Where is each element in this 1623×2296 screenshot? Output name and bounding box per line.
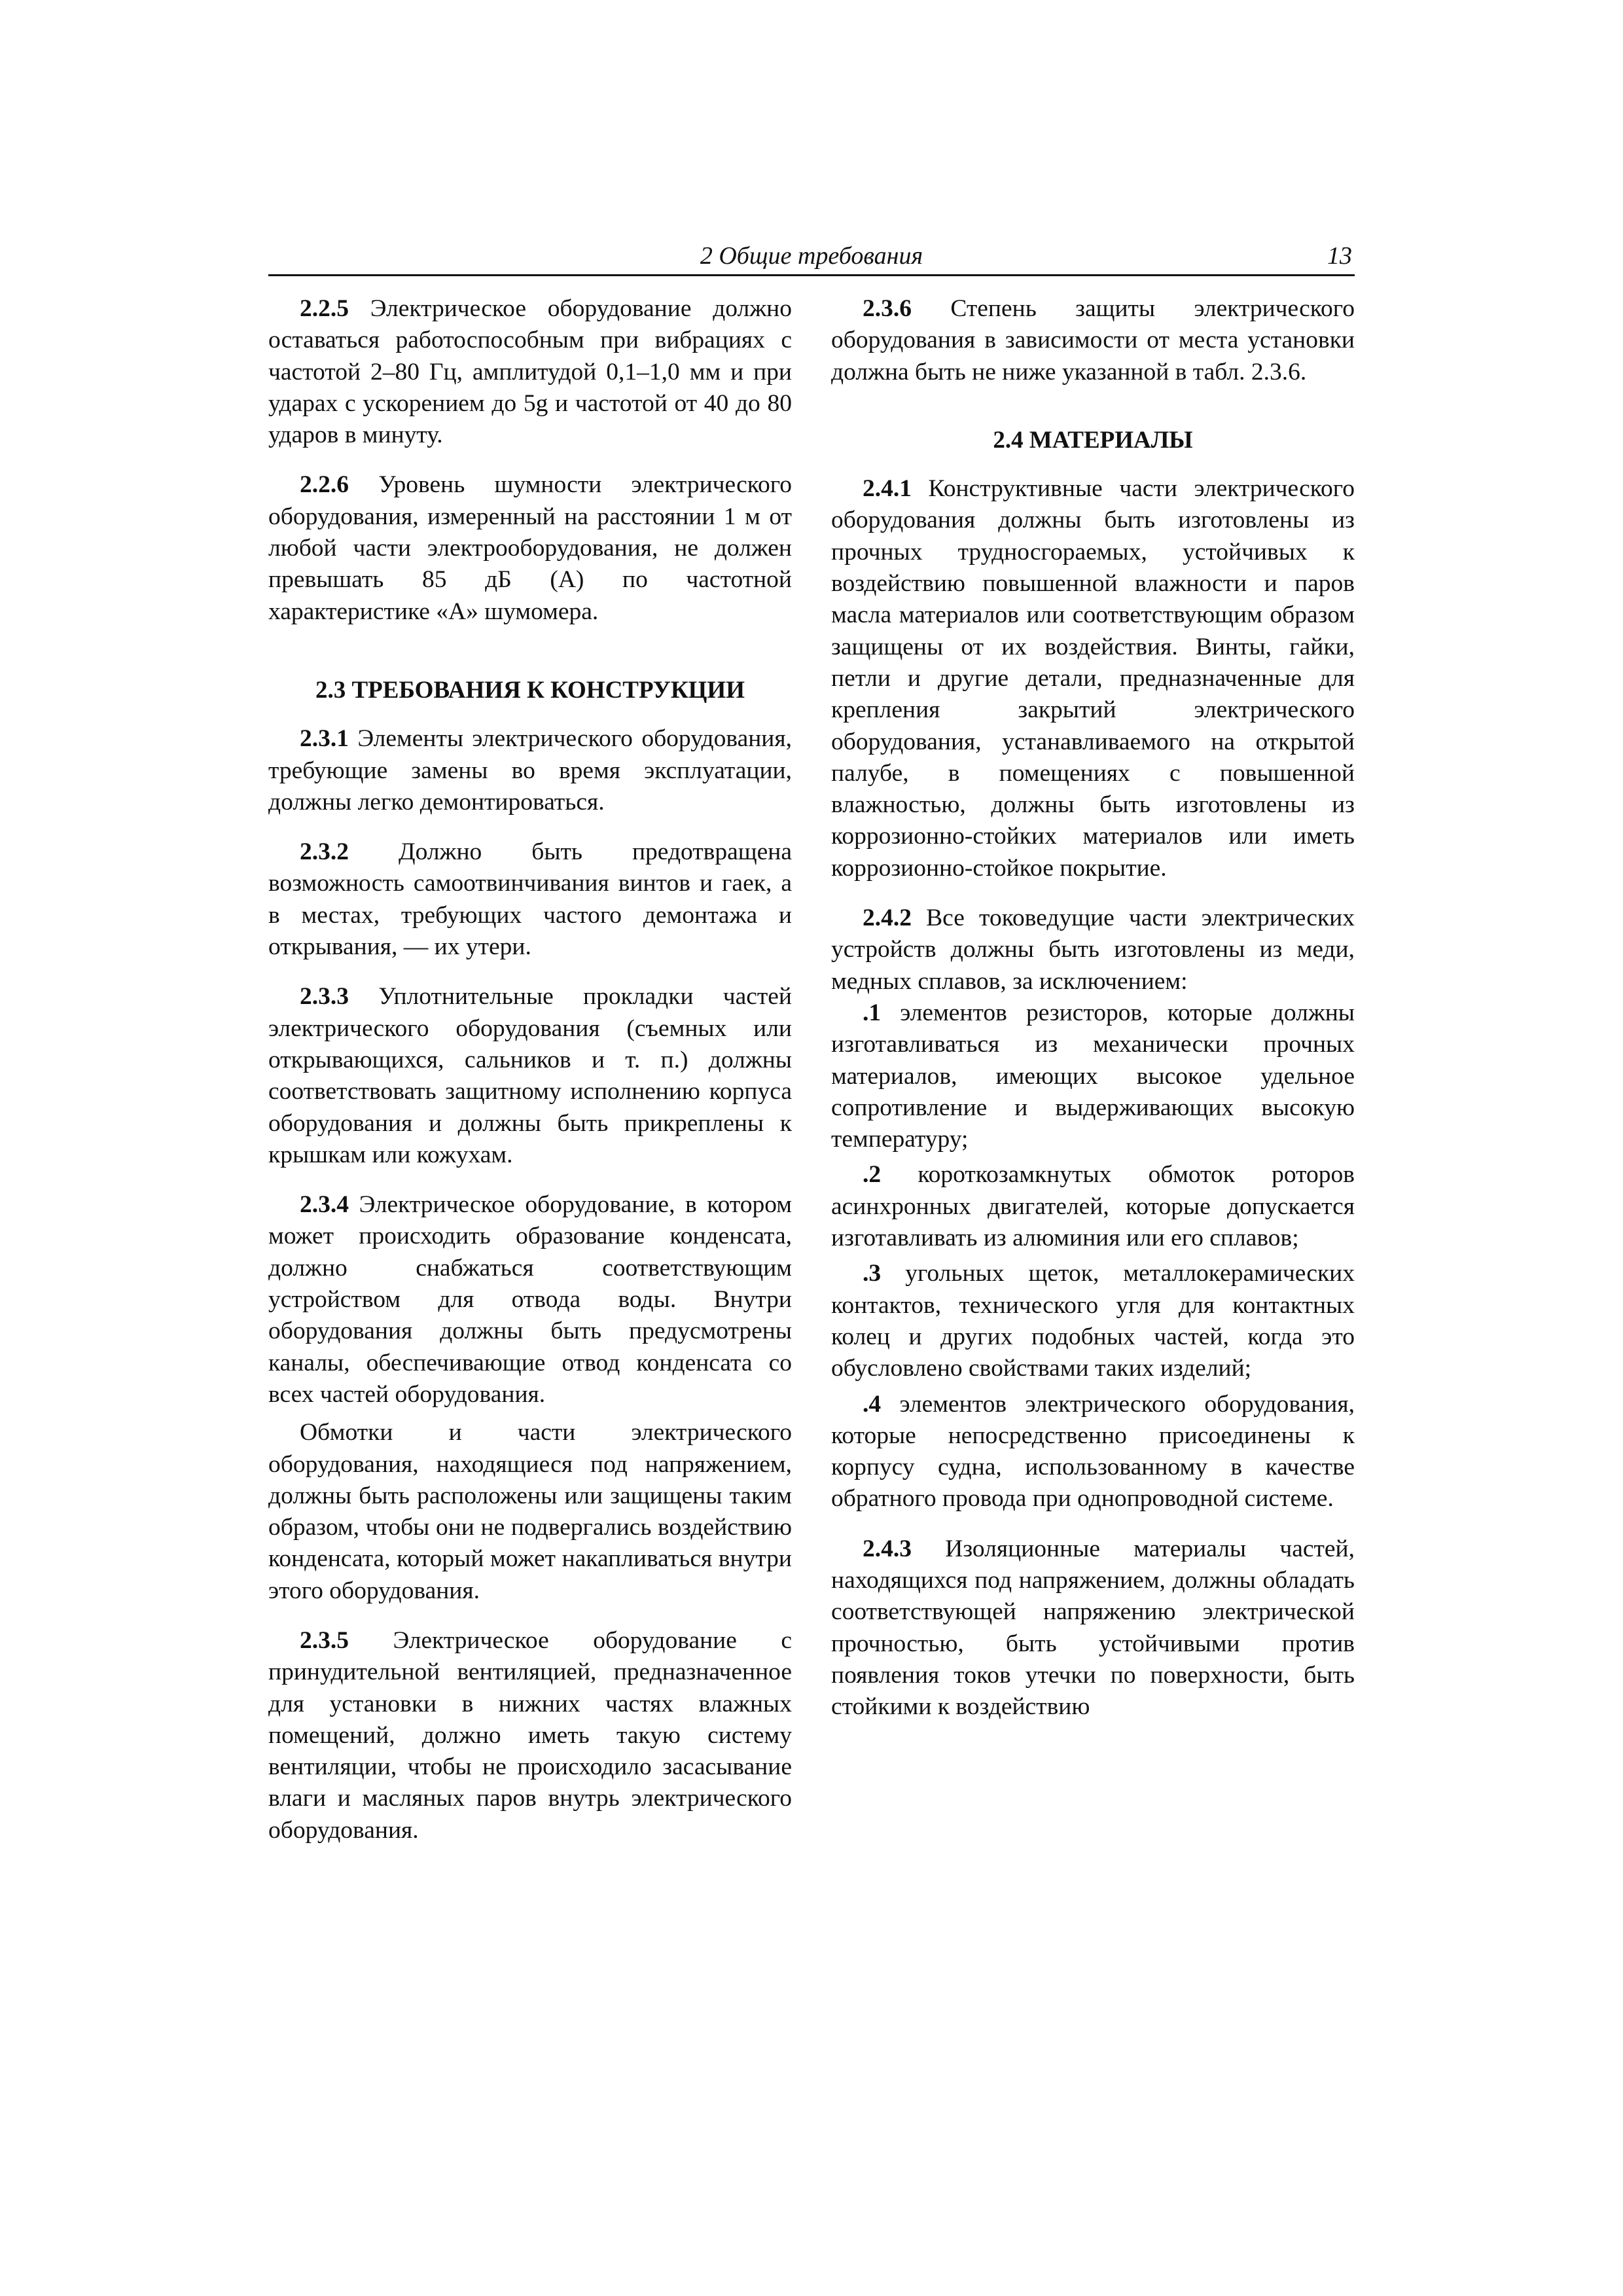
list-item-1 xyxy=(831,997,1355,1155)
clause-text: Все токоведущие части электрических устройств должны быть изготовлены из меди, медных сплавов, за исключением: xyxy=(831,905,1355,995)
clause-text: Электрическое оборудование с принудительной вентиляцией, предназначенное для установки в нижних частях влажных помещений, должно иметь такую систему вентиляции, чтобы не происходило засасывание влаги и масляных паров внутрь электрического оборудования. xyxy=(268,1626,792,1844)
paragraph-2-3-4 xyxy=(268,1189,792,1410)
paragraph-2-3-3 xyxy=(268,981,792,1171)
clause-number: 2.3.1 xyxy=(300,725,349,753)
item-number: .3 xyxy=(863,1260,882,1287)
paragraph-2-2-5 xyxy=(268,293,792,451)
paragraph-2-3-5 xyxy=(268,1625,792,1846)
clause-text: Степень защиты электрического оборудования в зависимости от места установки должна быть не ниже указанной в табл. 2.3.6. xyxy=(831,295,1355,386)
list-item-2 xyxy=(831,1159,1355,1254)
paragraph-2-3-1 xyxy=(268,723,792,818)
running-header xyxy=(268,238,1355,276)
section-heading-2-3: 2.3 ТРЕБОВАНИЯ К КОНСТРУКЦИИ xyxy=(315,676,745,704)
clause-text: Уровень шумности электрического оборудования, измеренный на расстоянии 1 м от любой части электрооборудования, не должен превышать 85 дБ (А) по частотной характеристике «А» шумомера. xyxy=(268,471,793,625)
page-number: 13 xyxy=(1327,242,1352,270)
paragraph-2-4-2 xyxy=(831,903,1355,997)
clause-number: 2.3.2 xyxy=(300,838,349,866)
clause-number: 2.3.6 xyxy=(863,295,912,322)
clause-number: 2.3.5 xyxy=(300,1626,349,1654)
item-number: .1 xyxy=(863,999,882,1026)
clause-text: Конструктивные части электрического оборудования должны быть изготовлены из прочных трудносгораемых, устойчивых к воздействию повышенной влажности и паров масла материалов или соответствующим образом защищены от их воздействия. Винты, гайки, петли и другие детали, предназначенные для крепления закрытий электрического оборудования, устанавливаемого на открытой палубе, в помещениях с повышенной влажностью, должны быть изготовлены из коррозионно-стойких материалов или иметь коррозионно-стойкое покрытие. xyxy=(831,475,1355,882)
clause-text: Изоляционные материалы частей, находящихся под напряжением, должны обладать соответствующей напряжению электрической прочностью, быть устойчивыми против появления токов утечки по поверхности, быть стойкими к воздействию xyxy=(831,1535,1355,1721)
item-text: угольных щеток, металлокерамических контактов, технического угля для контактных колец и других подобных частей, когда это обусловлено свойствами таких изделий; xyxy=(831,1260,1355,1382)
clause-text: Должно быть предотвращена возможность самоотвинчивания винтов и гаек, а в местах, требующих частого демонтажа и открывания, — их утери. xyxy=(268,838,792,961)
clause-number: 2.2.5 xyxy=(300,295,349,322)
clause-number: 2.4.3 xyxy=(863,1535,912,1562)
paragraph-2-3-4-continued: Обмотки и части электрического оборудования, находящиеся под напряжением, должны быть расположены или защищены таким образом, чтобы они не подвергались воздействию конденсата, который может накапливаться внутри этого оборудования. xyxy=(268,1419,792,1604)
section-title: 2 Общие требования xyxy=(700,242,923,270)
item-text: элементов резисторов, которые должны изготавливаться из механически прочных материалов, имеющих высокое удельное сопротивление и выдерживающих высокую температуру; xyxy=(831,999,1355,1153)
right-column xyxy=(831,293,1355,1723)
clause-number: 2.4.1 xyxy=(863,475,912,503)
paragraph-2-4-3 xyxy=(831,1534,1355,1723)
paragraph-2-3-2 xyxy=(268,836,792,963)
clause-number: 2.3.4 xyxy=(300,1191,349,1219)
list-item-3 xyxy=(831,1258,1355,1384)
section-heading-2-4: 2.4 МАТЕРИАЛЫ xyxy=(993,426,1193,454)
paragraph-2-2-6 xyxy=(268,469,792,627)
item-number: .4 xyxy=(863,1390,882,1418)
paragraph-2-4-1 xyxy=(831,473,1355,884)
clause-number: 2.3.3 xyxy=(300,983,349,1011)
left-column xyxy=(268,293,792,1846)
clause-number: 2.4.2 xyxy=(863,905,912,932)
item-text: элементов электрического оборудования, которые непосредственно присоединены к корпусу судна, использованному в качестве обратного провода при однопроводной системе. xyxy=(831,1390,1355,1513)
clause-text: Электрическое оборудование, в котором может происходить образование конденсата, должно снабжаться соответствующим устройством для отвода воды. Внутри оборудования должны быть предусмотрены каналы, обеспечивающие отвод конденсата со всех частей оборудования. xyxy=(268,1191,792,1408)
clause-number: 2.2.6 xyxy=(300,471,349,499)
item-text: короткозамкнутых обмоток роторов асинхронных двигателей, которые допускается изготавливать из алюминия или его сплавов; xyxy=(831,1161,1355,1252)
clause-text: Уплотнительные прокладки частей электрического оборудования (съемных или открывающихся, сальников и т. п.) должны соответствовать защитному исполнению корпуса оборудования и должны быть прикреплены к крышкам или кожухам. xyxy=(268,983,792,1168)
paragraph-2-3-6 xyxy=(831,293,1355,388)
list-item-4 xyxy=(831,1389,1355,1515)
clause-text: Электрическое оборудование должно оставаться работоспособным при вибрациях с частотой 2–80 Гц, амплитудой 0,1–1,0 мм и при ударах с ускорением до 5g и частотой от 40 до 80 ударов в минуту. xyxy=(268,295,792,449)
item-number: .2 xyxy=(863,1161,882,1189)
clause-text: Элементы электрического оборудования, требующие замены во время эксплуатации, должны легко демонтироваться. xyxy=(268,725,792,816)
